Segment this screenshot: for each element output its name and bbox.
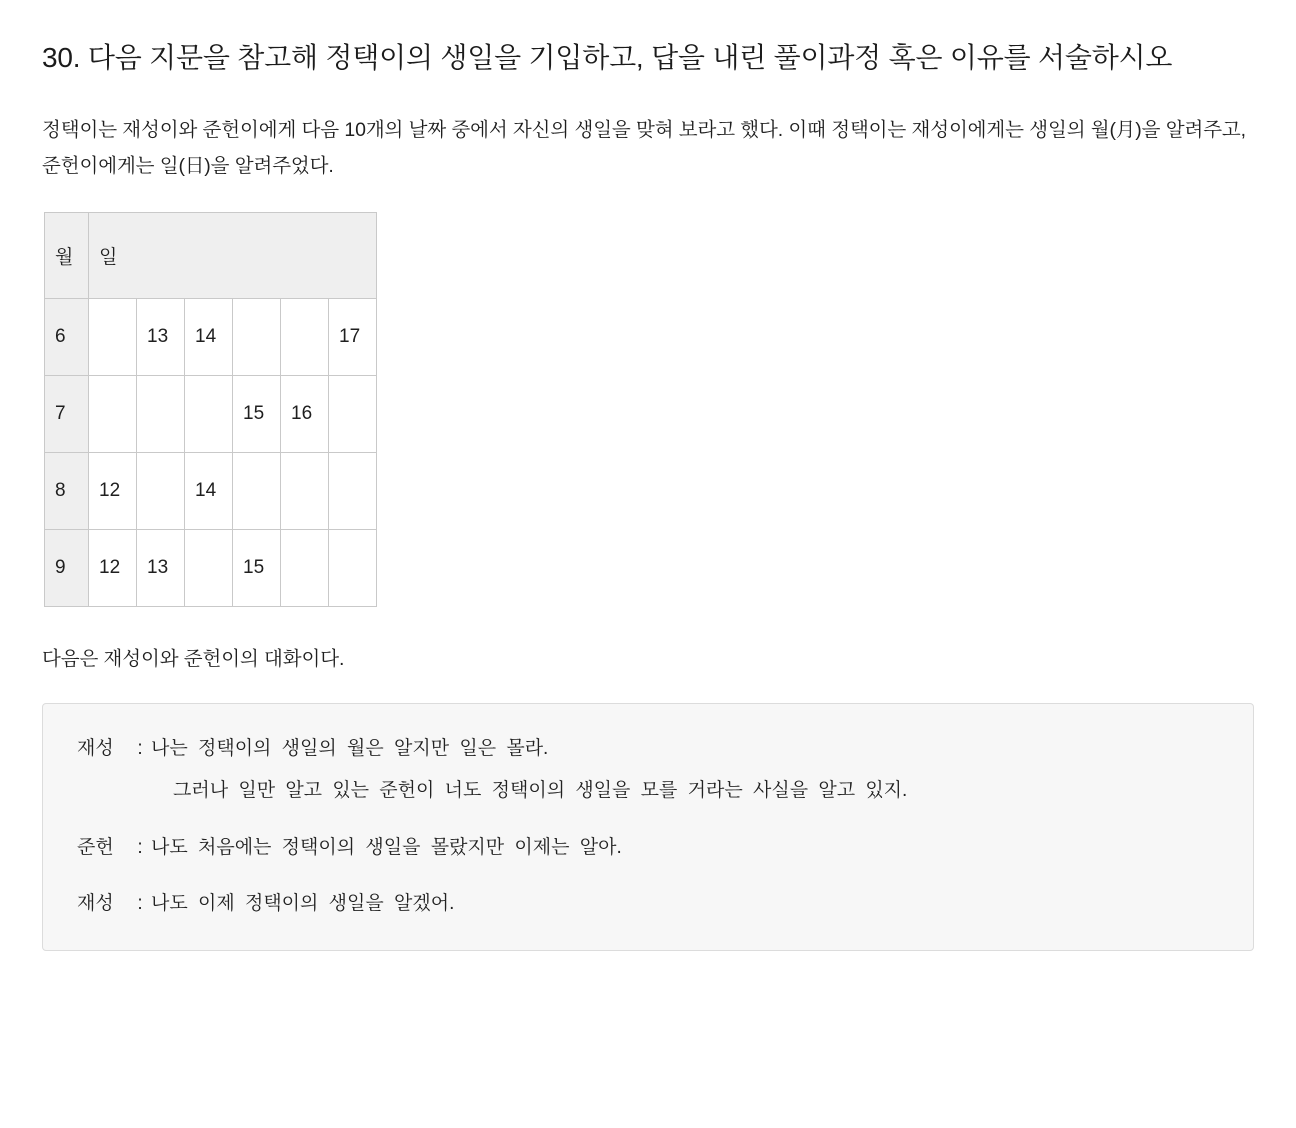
dialogue-line	[77, 833, 1219, 863]
table-header-row	[45, 212, 377, 298]
day-cell	[137, 375, 185, 452]
dialogue-continuation: 그러나 일만 알고 있는 준헌이 너도 정택이의 생일을 모를 거라는 사실을 알고 있지.	[173, 780, 908, 802]
dialogue-colon: :	[137, 737, 143, 759]
dialogue-text: 나는 정택이의 생일의 월은 알지만 일은 몰라.	[151, 737, 549, 759]
day-cell	[281, 452, 329, 529]
dialogue-speaker: 재성	[77, 893, 114, 915]
table-body	[45, 298, 377, 606]
dialogue-colon: :	[137, 836, 143, 858]
table-row	[45, 298, 377, 375]
day-cell	[185, 375, 233, 452]
day-cell: 13	[137, 298, 185, 375]
column-header-month: 월	[45, 212, 89, 298]
day-cell: 12	[89, 452, 137, 529]
month-cell: 6	[45, 298, 89, 375]
page-title: 30. 다음 지문을 참고해 정택이의 생일을 기입하고, 답을 내린 풀이과정 혹은 이유를 서술하시오	[42, 42, 1173, 73]
dialogue-text: 나도 처음에는 정택이의 생일을 몰랐지만 이제는 알아.	[151, 836, 622, 858]
dialogue-text: 나도 이제 정택이의 생일을 알겠어.	[151, 893, 455, 915]
day-cell: 15	[233, 529, 281, 606]
dialogue-intro-text: 다음은 재성이와 준헌이의 대화이다.	[42, 647, 345, 670]
day-cell	[281, 529, 329, 606]
day-cell: 16	[281, 375, 329, 452]
dialogue-box	[42, 703, 1254, 951]
day-cell	[137, 452, 185, 529]
day-cell	[329, 375, 377, 452]
day-cell	[89, 298, 137, 375]
day-cell: 12	[89, 529, 137, 606]
dialogue-speaker: 재성	[77, 737, 114, 759]
day-cell	[329, 529, 377, 606]
table-header	[45, 212, 377, 298]
dialogue-line	[77, 889, 1219, 919]
table-row	[45, 375, 377, 452]
intro-paragraph: 정택이는 재성이와 준헌이에게 다음 10개의 날짜 중에서 자신의 생일을 맞혀 보라고 했다. 이때 정택이는 재성이에게는 생일의 월(月)을 알려주고, 준헌이에게는 일(日)을 알려주었다.	[42, 118, 1246, 177]
dialogue-line	[77, 734, 1219, 807]
dates-table	[44, 212, 377, 607]
day-cell: 17	[329, 298, 377, 375]
table-row	[45, 452, 377, 529]
day-cell: 13	[137, 529, 185, 606]
day-cell: 14	[185, 452, 233, 529]
table-row	[45, 529, 377, 606]
dialogue-colon: :	[137, 893, 143, 915]
month-cell: 8	[45, 452, 89, 529]
month-cell: 9	[45, 529, 89, 606]
day-cell	[233, 452, 281, 529]
day-cell	[185, 529, 233, 606]
day-cell	[233, 298, 281, 375]
day-cell	[329, 452, 377, 529]
month-cell: 7	[45, 375, 89, 452]
column-header-day: 일	[89, 212, 377, 298]
dialogue-speaker: 준헌	[77, 836, 114, 858]
day-cell: 15	[233, 375, 281, 452]
day-cell	[89, 375, 137, 452]
day-cell: 14	[185, 298, 233, 375]
day-cell	[281, 298, 329, 375]
